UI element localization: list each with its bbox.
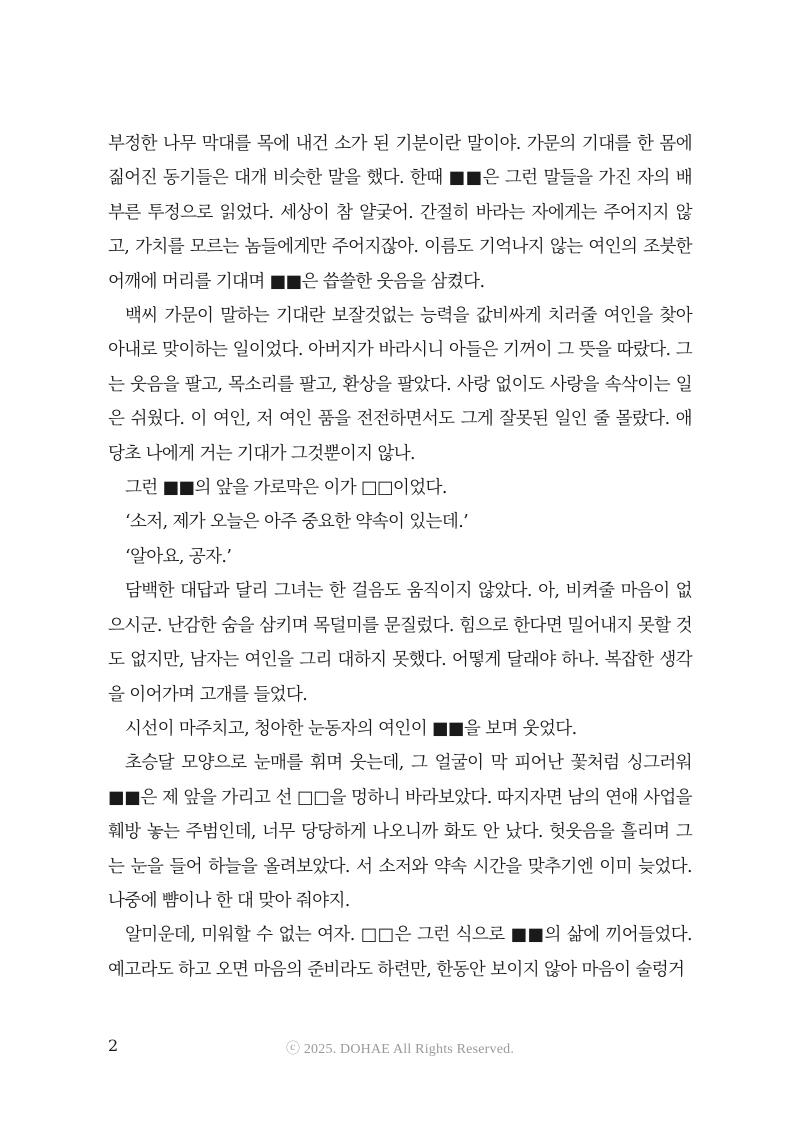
body-text (108, 127, 692, 987)
paragraph-5: ‘알아요, 공자.’ (125, 546, 232, 567)
page-number: 2 (108, 1036, 119, 1055)
paragraph-1: 부정한 나무 막대를 목에 내건 소가 된 기분이란 말이야. 가문의 기대를 한 몸에 짊어진 동기들은 대개 비슷한 말을 했다. 한때 ■■은 그런 말들을 가진 자의 배부른 투정으로 읽었다. 세상이 참 얄궂어. 간절히 바라는 자에게는 주어지지 않고, 가치를 모르는 놈들에게만 주어지잖아. 이름도 기억나지 않는 여인의 조붓한 어깨에 머리를 기대며 ■■은 씁쓸한 웃음을 삼켰다. (108, 134, 692, 292)
paragraph-7: 시선이 마주치고, 청아한 눈동자의 여인이 ■■을 보며 웃었다. (125, 718, 577, 739)
paragraph-4: ‘소저, 제가 오늘은 아주 중요한 약속이 있는데.’ (125, 512, 469, 533)
copyright-notice: ⓒ 2025. DOHAE All Rights Reserved. (285, 1042, 515, 1057)
paragraph-2: 백씨 가문이 말하는 기대란 보잘것없는 능력을 값비싸게 치러줄 여인을 찾아 아내로 맞이하는 일이었다. 아버지가 바라시니 아들은 기꺼이 그 뜻을 따랐다. 그는 웃음을 팔고, 목소리를 팔고, 환상을 팔았다. 사랑 없이도 사랑을 속삭이는 일은 쉬웠다. 이 여인, 저 여인 품을 전전하면서도 그게 잘못된 일인 줄 몰랐다. 애당초 나에게 거는 기대가 그것뿐이지 않나. (108, 306, 692, 464)
page-footer (0, 1030, 800, 1060)
paragraph-6: 담백한 대답과 달리 그녀는 한 걸음도 움직이지 않았다. 아, 비켜줄 마음이 없으시군. 난감한 숨을 삼키며 목덜미를 문질렀다. 힘으로 한다면 밀어내지 못할 것도 없지만, 남자는 여인을 그리 대하지 못했다. 어떻게 달래야 하나. 복잡한 생각을 이어가며 고개를 들었다. (108, 581, 692, 705)
paragraph-3: 그런 ■■의 앞을 가로막은 이가 □□이었다. (125, 478, 447, 499)
paragraph-9: 알미운데, 미워할 수 없는 여자. □□은 그런 식으로 ■■의 삶에 끼어들었다. 예고라도 하고 오면 마음의 준비라도 하련만, 한동안 보이지 않아 마음이 술렁거 (108, 925, 692, 980)
paragraph-8: 초승달 모양으로 눈매를 휘며 웃는데, 그 얼굴이 막 피어난 꽃처럼 싱그러워 ■■은 제 앞을 가리고 선 □□을 멍하니 바라보았다. 따지자면 남의 연애 사업을 훼방 놓는 주범인데, 너무 당당하게 나오니까 화도 안 났다. 헛웃음을 흘리며 그는 눈을 들어 하늘을 올려보았다. 서 소저와 약속 시간을 맞추기엔 이미 늦었다. 나중에 뺨이나 한 대 맞아 줘야지. (108, 753, 692, 911)
